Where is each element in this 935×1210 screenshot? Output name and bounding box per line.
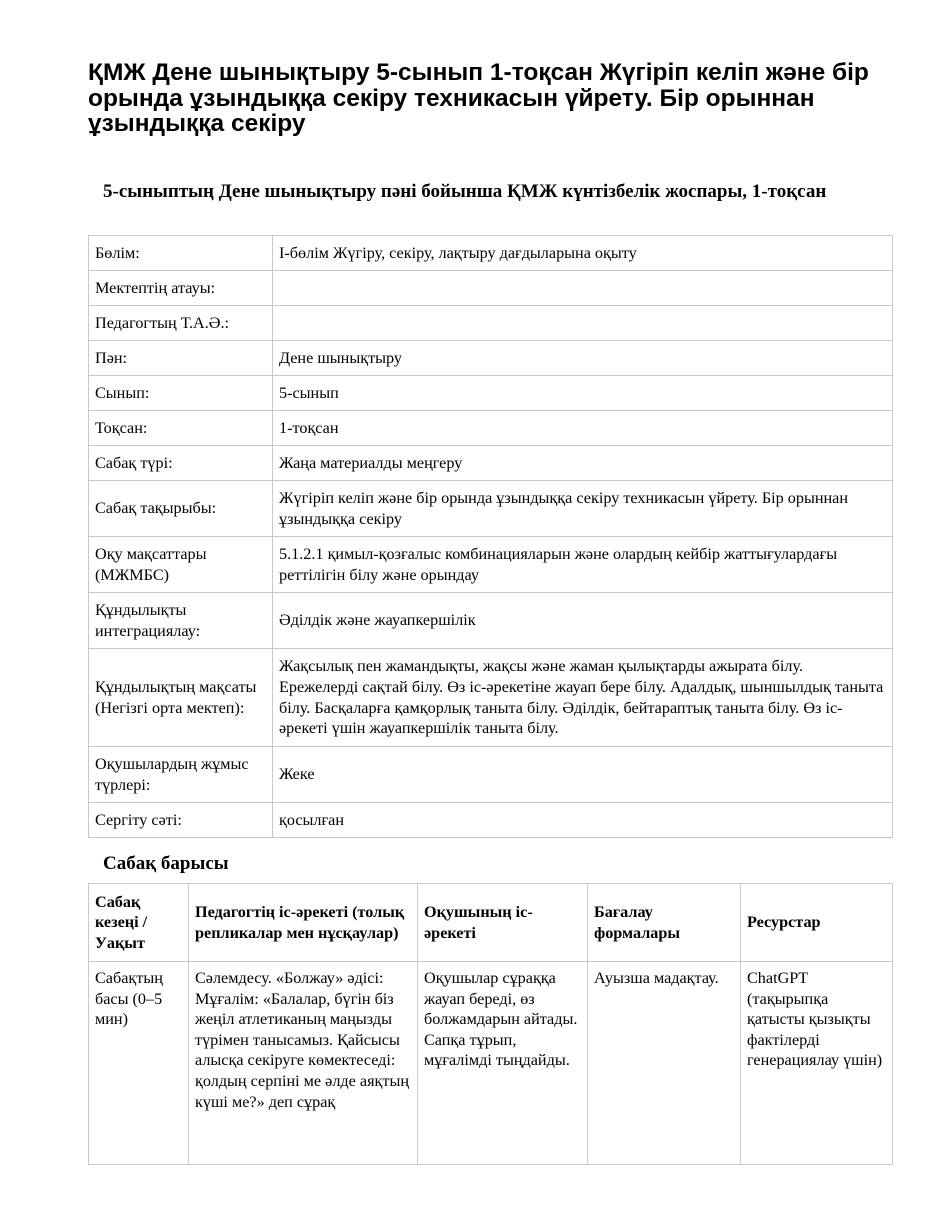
info-value: Дене шынықтыру: [273, 341, 893, 376]
info-value: І-бөлім Жүгіру, секіру, лақтыру дағдыларына оқыту: [273, 236, 893, 271]
info-row-subject: [89, 341, 893, 376]
info-row-refresher: [89, 803, 893, 838]
info-row-lesson-type: [89, 446, 893, 481]
info-value: Жақсылық пен жамандықты, жақсы және жаман қылықтарды ажырата білу. Ережелерді сақтай білу. Өз іс-әрекетіне жауап бере білу. Адалдық, шыншылдық таныта білу. Басқаларға қамқорлық таныта білу. Әділдік, бейтараптық таныта білу. Өз іс-әрекеті үшін жауапкершілік таныта білу.: [273, 649, 893, 747]
info-value: 5.1.2.1 қимыл-қозғалыс комбинацияларын және олардың кейбір жаттығулардағы реттілігін білу және орындау: [273, 537, 893, 593]
info-value: Әділдік және жауапкершілік: [273, 593, 893, 649]
info-label: Тоқсан:: [89, 411, 273, 446]
lesson-progress-table: [88, 883, 893, 1165]
column-header-student-actions: Оқушының іс-әрекеті: [418, 884, 588, 962]
info-row-school: [89, 271, 893, 306]
resources-cell: ChatGPT (тақырыпқа қатысты қызықты фактілерді генерациялау үшін): [741, 962, 893, 1165]
teacher-actions-cell: Сәлемдесу. «Болжау» әдісі: Мұғалім: «Балалар, бүгін біз жеңіл атлетиканың маңызды түрімен танысамыз. Қайсысы алысқа секіруге көмектеседі: қолдың серпіні ме әлде аяқтың күші ме?» деп сұрақ: [189, 962, 418, 1165]
info-row-teacher: [89, 306, 893, 341]
info-value: Жүгіріп келіп және бір орында ұзындыққа секіру техникасын үйрету. Бір орыннан ұзындыққа секіру: [273, 481, 893, 537]
info-row-work-forms: [89, 747, 893, 803]
info-label: Мектептің атауы:: [89, 271, 273, 306]
lesson-info-table: [88, 235, 893, 838]
lesson-header-row: [89, 884, 893, 962]
info-label: Бөлім:: [89, 236, 273, 271]
table-row: [89, 962, 893, 1165]
info-label: Құндылықты интеграциялау:: [89, 593, 273, 649]
info-label: Педагогтың Т.А.Ә.:: [89, 306, 273, 341]
info-label: Оқу мақсаттары (МЖМБС): [89, 537, 273, 593]
column-header-teacher-actions: Педагогтің іс-әрекеті (толық репликалар мен нұсқаулар): [189, 884, 418, 962]
info-value: [273, 306, 893, 341]
info-row-lesson-topic: [89, 481, 893, 537]
info-value: [273, 271, 893, 306]
info-value: 5-сынып: [273, 376, 893, 411]
info-row-quarter: [89, 411, 893, 446]
info-label: Құндылықтың мақсаты (Негізгі орта мектеп):: [89, 649, 273, 747]
info-value: қосылған: [273, 803, 893, 838]
info-value: Жеке: [273, 747, 893, 803]
info-row-value-integration: [89, 593, 893, 649]
lesson-progress-heading: Сабақ барысы: [103, 853, 229, 874]
stage-cell: Сабақтың басы (0–5 мин): [89, 962, 189, 1165]
info-row-learning-objectives: [89, 537, 893, 593]
info-label: Сергіту сәті:: [89, 803, 273, 838]
column-header-resources: Ресурстар: [741, 884, 893, 962]
assessment-cell: Ауызша мадақтау.: [588, 962, 741, 1165]
info-label: Пән:: [89, 341, 273, 376]
info-row-section: [89, 236, 893, 271]
plan-heading: 5-сыныптың Дене шынықтыру пәні бойынша ҚМЖ күнтізбелік жоспары, 1-тоқсан: [103, 181, 827, 202]
info-label: Сынып:: [89, 376, 273, 411]
info-row-grade: [89, 376, 893, 411]
column-header-stage: Сабақ кезеңі / Уақыт: [89, 884, 189, 962]
info-value: 1-тоқсан: [273, 411, 893, 446]
column-header-assessment: Бағалау формалары: [588, 884, 741, 962]
info-label: Сабақ тақырыбы:: [89, 481, 273, 537]
info-label: Сабақ түрі:: [89, 446, 273, 481]
page-title: ҚМЖ Дене шынықтыру 5-сынып 1-тоқсан Жүгіріп келіп және бір орында ұзындыққа секіру техникасын үйрету. Бір орыннан ұзындыққа секіру: [88, 59, 869, 137]
info-row-value-goal: [89, 649, 893, 747]
info-label: Оқушылардың жұмыс түрлері:: [89, 747, 273, 803]
student-actions-cell: Оқушылар сұраққа жауап береді, өз болжамдарын айтады. Сапқа тұрып, мұғалімді тыңдайды.: [418, 962, 588, 1165]
info-value: Жаңа материалды меңгеру: [273, 446, 893, 481]
